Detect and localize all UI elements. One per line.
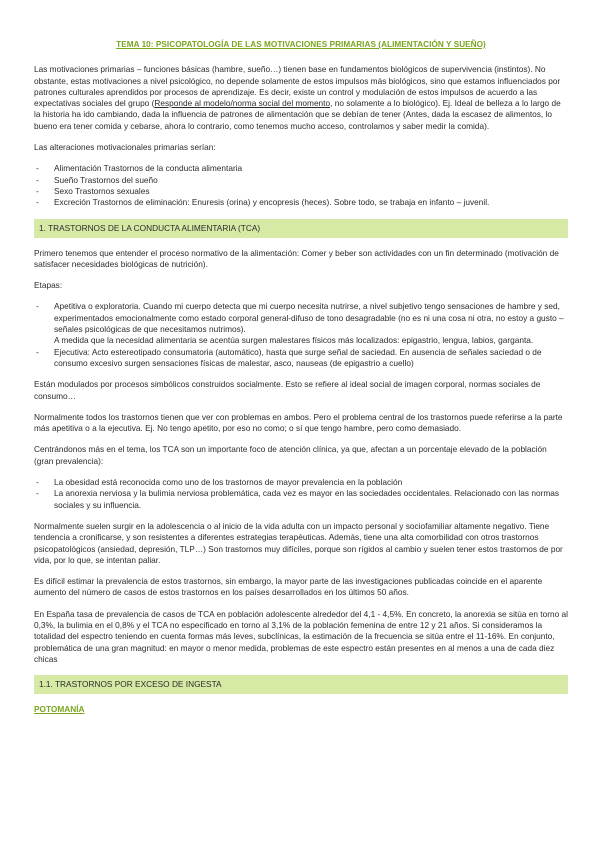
- section-heading-exceso-ingesta: 1.1. TRASTORNOS POR EXCESO DE INGESTA: [34, 675, 568, 694]
- normalmente-paragraph: Normalmente todos los trastornos tienen que ver con problemas en ambos. Pero el problema central de los trastornos puede referirse a la parte más apetitiva o a la ejecutiva. Ej. No tengo apetito, por eso no como; o sí que tengo hambre, pero como demasiado.: [34, 411, 563, 434]
- section-heading-tca: 1. TRASTORNOS DE LA CONDUCTA ALIMENTARIA (TCA): [34, 219, 568, 238]
- list-item: - Alimentación Trastornos de la conducta alimentaria: [34, 163, 568, 174]
- subheading-potomania: POTOMANÍA: [34, 704, 85, 715]
- proceso-paragraph: Primero tenemos que entender el proceso normativo de la alimentación: Comer y beber son actividades con un fin determinado (motivación de satisfacer necesidades biológicas de nutrición).: [34, 247, 559, 269]
- etapas-list: [34, 301, 568, 369]
- intro-paragraph: [34, 64, 568, 132]
- document-title: TEMA 10: PSICOPATOLOGÍA DE LAS MOTIVACIONES PRIMARIAS (ALIMENTACIÓN Y SUEÑO): [116, 40, 486, 49]
- etapa-apetitiva-continuation: A medida que la necesidad alimentaria se acentúa surgen malestares físicos más localizados: epigastrio, lengua, labios, garganta.: [54, 335, 534, 346]
- alteraciones-list: [34, 163, 568, 208]
- surgir-paragraph: Normalmente suelen surgir en la adolescencia o al inicio de la vida adulta con un impacto personal y sociofamiliar altamente negativo. Tiene tendencia a cronificarse, y son resistentes a diferentes estrategias terapéuticas. Además, tiene una alta comorbilidad con otros trastornos psicopatológicos (ansiedad, depresión, TLP…) Son trastornos muy difíciles, porque son rígidos al cambio y suelen tener estos trastornos de por vida, por lo que, se intentan paliar.: [34, 520, 563, 565]
- etapa-apetitiva-text: Apetitiva o exploratoria. Cuando mi cuerpo detecta que mi cuerpo necesita nutrirse, a nivel subjetivo tengo sensaciones de hambre y sed, experimentados emocionalmente como estado corporal general-difuso de tono desagradable (no es ni una cosa ni otra, no estoy a gusto – señales psicológicas de que necesitamos nutrimos).: [54, 301, 564, 335]
- intro-text-end: , no solamente a lo biológico). Ej. Ideal de belleza a lo largo de la historia ha ido cambiando, dada la influencia de patrones de alimentación que se debían de tener (Antes, dada la escasez de alimentos, lo bueno era tener comida y cebarse, ahora lo contrario, como tenemos mucho acceso, controlamos y saber medir la comida).: [34, 98, 561, 131]
- list-item: - La obesidad está reconocida como uno de los trastornos de mayor prevalencia en la población: [34, 477, 568, 488]
- etapas-label: Etapas:: [34, 280, 63, 291]
- list-item: - Sexo Trastornos sexuales: [34, 186, 568, 197]
- list-item: [34, 301, 568, 346]
- alteraciones-intro: Las alteraciones motivacionales primarias serían:: [34, 142, 216, 153]
- espana-paragraph: En España tasa de prevalencia de casos de TCA en población adolescente alrededor del 4,1 - 4,5%. En concreto, la anorexia se sitúa en torno al 0,3%, la bulimia en el 0,8% y el TCA no especificado en torno al 3,1% de la población femenina de entre 12 y 21 años. Si consideramos la totalidad del espectro teniendo en cuenta formas más leves, subclínicas, la estimación de la frecuencia se sitúa entre el 11-16%. En conjunto, problemática de una gran magnitud: en mayor o menor medida, problemas de este espectro están presentes en al menos a una de cada diez chicas: [34, 608, 568, 664]
- list-item: - Sueño Trastornos del sueño: [34, 175, 568, 186]
- dificil-paragraph: Es difícil estimar la prevalencia de estos trastornos, sin embargo, la mayor parte de las investigaciones publicadas coincide en el aparente aumento del número de casos de estos trastornos en los países desarrollados en los últimos 50 años.: [34, 576, 543, 598]
- etapa-ejecutiva-text: Ejecutiva: Acto estereotipado consumatoria (automático), hasta que surge señal de saciedad. En ausencia de señales saciedad o de consumo excesivo surgen sensaciones físicas de malestar, asco, nauseas (de epigastrio a cuello): [54, 346, 542, 368]
- list-item: - La anorexia nerviosa y la bulimia nerviosa problemática, cada vez es mayor en las sociedades occidentales. Relacionado con las normas sociales y su influencia.: [34, 488, 568, 511]
- intro-text-start: Las motivaciones primarias – funciones básicas (hambre, sueño…) tienen base en fundamentos biológicos de supervivencia (instintos). No obstante, estas motivaciones a nivel psicológico, no depende solamente de estos impulsos más biológicos, sino que estamos influenciados por patrones culturales aprendidos por procesos de aprendizaje. Es decir, existe un control y modulación de estos impulsos de acuerdo a las expectativas sociales del grupo (: [34, 64, 561, 109]
- list-item: - Excreción Trastornos de eliminación: Enuresis (orina) y encopresis (heces). Sobre todo, se trabaja en infanto – juvenil.: [34, 197, 568, 208]
- centrandonos-paragraph: Centrándonos más en el tema, los TCA son un importante foco de atención clínica, ya que, afectan a un porcentaje elevado de la población (gran prevalencia):: [34, 444, 547, 466]
- modulados-paragraph: Están modulados por procesos simbólicos construidos socialmente. Esto se refiere al ideal social de imagen corporal, normas sociales de consumo…: [34, 379, 541, 401]
- intro-underlined-phrase: Responde al modelo/norma social del momento: [154, 98, 331, 109]
- prevalencia-list: [34, 477, 568, 511]
- list-item: [34, 347, 568, 370]
